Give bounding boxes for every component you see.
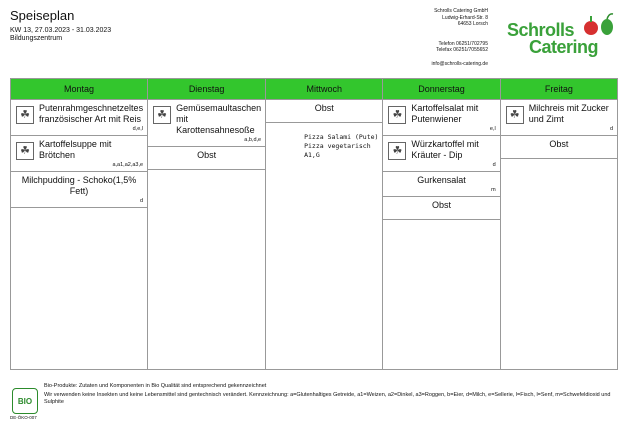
company-fax: Telefax 06251/7055652: [436, 47, 488, 53]
day-column-donnerstag: [383, 79, 500, 369]
allergen-codes: [152, 162, 261, 167]
meal-name: Kartoffelsuppe mit Brötchen: [39, 139, 112, 160]
meal-item: [148, 147, 265, 170]
meal-name: Milchreis mit Zucker und Zimt: [528, 103, 609, 124]
day-header: Mittwoch: [266, 79, 382, 100]
meal-item: [383, 172, 499, 197]
pizza-note-line: Pizza Salami (Pute): [304, 133, 379, 141]
day-column-dienstag: [148, 79, 266, 369]
day-header: Dienstag: [148, 79, 265, 100]
allergen-codes: d: [492, 162, 496, 168]
meal-name: Würzkartoffel mit Kräuter - Dip: [411, 139, 479, 160]
footer-line1: Bio-Produkte: Zutaten und Komponenten in Bio Qualität sind entsprechend gekennzeichnet: [44, 383, 267, 389]
allergen-codes: d: [609, 126, 613, 132]
meal-item: [11, 100, 147, 136]
day-header: Montag: [11, 79, 147, 100]
allergen-codes: [270, 115, 378, 120]
day-column-freitag: [501, 79, 617, 369]
day-column-mittwoch: [266, 79, 383, 369]
meal-item: [383, 197, 499, 220]
meal-name: Putenrahmgeschnetzeltes französischer Art mit Reis: [39, 103, 144, 124]
allergen-codes: a,b,d,e: [244, 137, 262, 143]
meal-item: [383, 136, 499, 172]
company-email[interactable]: info@schrolls-catering.de: [431, 60, 488, 67]
page-title: Speiseplan: [10, 8, 75, 23]
meal-plan-table: [10, 78, 618, 370]
meal-item: [501, 136, 617, 159]
footer-legend: Wir verwenden keine Insekten und keine Lebensmittel sind gentechnisch verändert. Kennzeichnung: a=Glutenhaltiges Getreide, a1=Weizen, a2=Dinkel, a3=Roggen, b=Eier, d=Milch, e=Sellerie, l=Fisch, l=Senf, m=Schwefeldioxid und Sulphite: [44, 392, 611, 405]
meal-item: [266, 100, 382, 123]
day-column-montag: [11, 79, 148, 369]
meal-name: Gurkensalat: [417, 175, 466, 185]
logo-line1: Schrolls: [507, 20, 575, 40]
company-name: Schrolls Catering GmbH: [434, 8, 488, 14]
veggie-icon: ☘: [388, 142, 406, 160]
veggie-icon: ☘: [16, 106, 34, 124]
bio-code: DE-ÖKO-007: [10, 415, 37, 420]
meal-name: Milchpudding - Schoko(1,5% Fett): [21, 175, 137, 196]
logo-line2: Catering: [529, 37, 599, 57]
allergen-codes: [505, 151, 613, 156]
company-city: 64653 Lorsch: [457, 21, 488, 27]
allergen-codes: [387, 212, 495, 217]
pizza-note: [266, 123, 382, 160]
allergen-codes: d,e,l: [132, 126, 144, 132]
meal-item: [11, 136, 147, 172]
allergen-codes: a,a1,a2,a3,e: [112, 162, 144, 168]
veggie-icon: ☘: [16, 142, 34, 160]
veggie-icon: ☘: [506, 106, 524, 124]
meal-item: [383, 100, 499, 136]
bio-leaf-icon: BIO: [12, 388, 38, 414]
company-address: [432, 8, 489, 67]
apple-icon: [581, 10, 621, 40]
bio-seal: [10, 386, 38, 424]
day-header: Freitag: [501, 79, 617, 100]
meal-name: Obst: [432, 200, 452, 210]
company-logo: [505, 10, 617, 60]
company-street: Ludwig-Erhard-Str. 8: [442, 14, 488, 21]
allergen-codes: e,l: [489, 126, 496, 132]
week-range: KW 13, 27.03.2023 - 31.03.2023: [10, 27, 112, 34]
pizza-note-line: Pizza vegetarisch A1,G: [304, 142, 371, 159]
allergen-codes: m: [491, 187, 496, 193]
meal-name: Gemüsemaultaschen mit Karottensahnesoße: [176, 103, 262, 135]
meal-item: [11, 172, 147, 208]
day-header: Donnerstag: [383, 79, 499, 100]
meal-name: Obst: [197, 150, 217, 160]
meal-name: Obst: [549, 139, 569, 149]
veggie-icon: ☘: [388, 106, 406, 124]
veggie-icon: ☘: [153, 106, 171, 124]
meal-item: [148, 100, 265, 147]
location-label: Bildungszentrum: [10, 35, 63, 42]
meal-name: Kartoffelsalat mit Putenwiener: [411, 103, 479, 124]
allergen-codes: d: [140, 198, 144, 204]
meal-item: [501, 100, 617, 136]
meal-name: Obst: [314, 103, 334, 113]
company-phone: Telefon 06251/702795: [438, 40, 488, 47]
